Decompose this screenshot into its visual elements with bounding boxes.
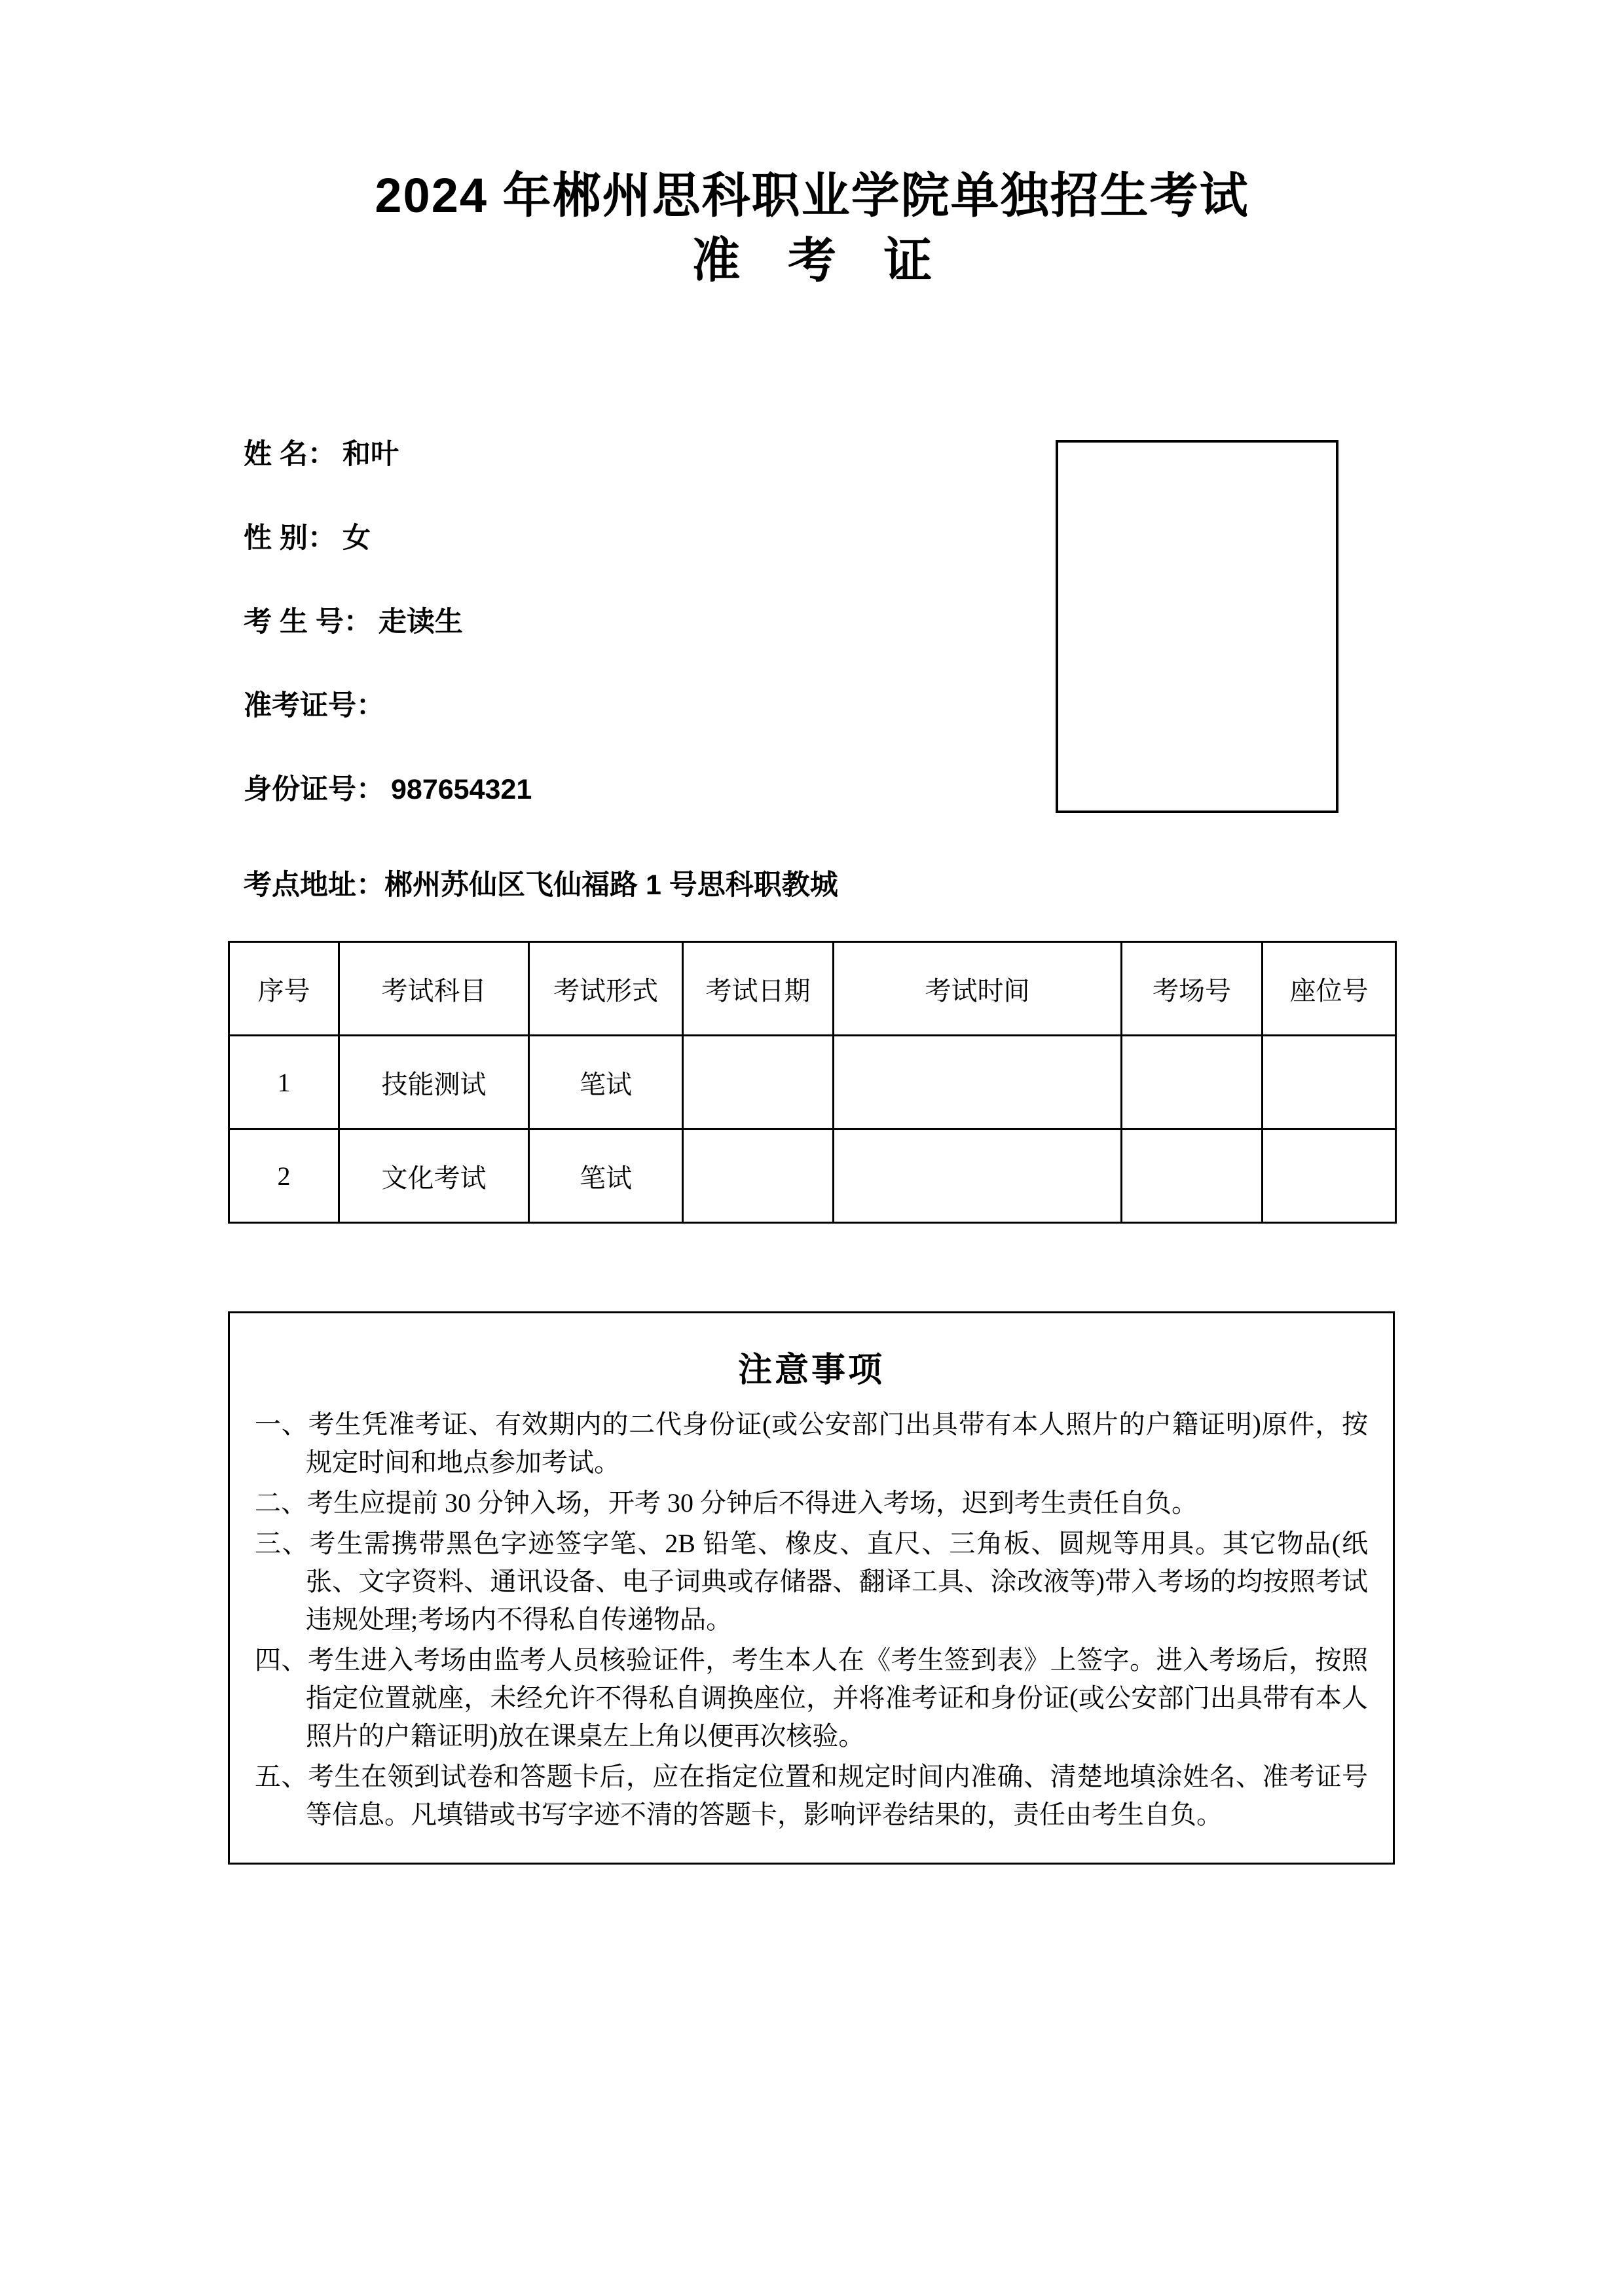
exam-site-label: 考点地址： [244, 869, 384, 901]
field-exam-site-row [244, 863, 838, 903]
gender-label: 性 别： [244, 522, 336, 554]
notice-title: 注意事项 [737, 1352, 885, 1389]
admission-number-label: 准考证号： [244, 690, 384, 721]
title-line-1: 2024 年郴州思科职业学院单独招生考试 [375, 168, 1249, 223]
cell-date [683, 1036, 834, 1129]
cell-seq: 2 [229, 1129, 339, 1223]
cell-form: 笔试 [529, 1129, 683, 1223]
th-date: 考试日期 [683, 942, 834, 1036]
th-room: 考场号 [1122, 942, 1263, 1036]
notice-item: 四、考生进入考场由监考人员核验证件，考生本人在《考生签到表》上签字。进入考场后，按照指定位置就座，未经允许不得私自调换座位，并将准考证和身份证(或公安部门出具带有本人照片的户籍证明)放在课桌左上角以便再次核验。 [255, 1645, 1368, 1751]
notice-box [228, 1311, 1395, 1865]
exam-schedule-table [228, 941, 1397, 1224]
table-header-row [229, 942, 1396, 1036]
cell-seat [1263, 1129, 1396, 1223]
name-label: 姓 名： [244, 439, 336, 470]
cell-subject: 文化考试 [339, 1129, 529, 1223]
th-seq: 序号 [229, 942, 339, 1036]
id-number-label: 身份证号： [244, 774, 384, 805]
notice-item: 一、考生凭准考证、有效期内的二代身份证(或公安部门出具带有本人照片的户籍证明)原件，按规定时间和地点参加考试。 [255, 1410, 1368, 1477]
cell-time [834, 1036, 1122, 1129]
exam-number-label: 考 生 号： [244, 606, 372, 638]
name-value: 和叶 [342, 439, 399, 470]
notice-item: 二、考生应提前 30 分钟入场，开考 30 分钟后不得进入考场，迟到考生责任自负。 [255, 1488, 1198, 1518]
cell-seq: 1 [229, 1036, 339, 1129]
field-gender-row [244, 516, 1029, 600]
candidate-info [244, 432, 1029, 851]
cell-date [683, 1129, 834, 1223]
cell-form: 笔试 [529, 1036, 683, 1129]
cell-time [834, 1129, 1122, 1223]
field-id-number-row [244, 767, 1029, 851]
exam-site-value: 郴州苏仙区飞仙福路 1 号思科职教城 [384, 869, 838, 901]
photo-placeholder-box [1056, 440, 1338, 813]
th-seat: 座位号 [1263, 942, 1396, 1036]
cell-room [1122, 1129, 1263, 1223]
notice-item: 五、考生在领到试卷和答题卡后，应在指定位置和规定时间内准确、清楚地填涂姓名、准考证号等信息。凡填错或书写字迹不清的答题卡，影响评卷结果的，责任由考生自负。 [255, 1762, 1368, 1829]
exam-number-value: 走读生 [378, 606, 463, 638]
th-form: 考试形式 [529, 942, 683, 1036]
cell-seat [1263, 1036, 1396, 1129]
document-title [236, 167, 1388, 293]
field-admission-number-row [244, 683, 1029, 767]
th-time: 考试时间 [834, 942, 1122, 1036]
table-row [229, 1129, 1396, 1223]
title-line-2: 准 考 证 [692, 233, 950, 288]
cell-room [1122, 1036, 1263, 1129]
field-name-row [244, 432, 1029, 516]
table-row [229, 1036, 1396, 1129]
gender-value: 女 [342, 522, 371, 554]
cell-subject: 技能测试 [339, 1036, 529, 1129]
field-exam-number-row [244, 600, 1029, 683]
notice-item: 三、考生需携带黑色字迹签字笔、2B 铅笔、橡皮、直尺、三角板、圆规等用具。其它物品(纸张、文字资料、通讯设备、电子词典或存储器、翻译工具、涂改液等)带入考场的均按照考试违规处理;考场内不得私自传递物品。 [255, 1529, 1368, 1634]
id-number-value: 987654321 [391, 774, 532, 805]
th-subject: 考试科目 [339, 942, 529, 1036]
